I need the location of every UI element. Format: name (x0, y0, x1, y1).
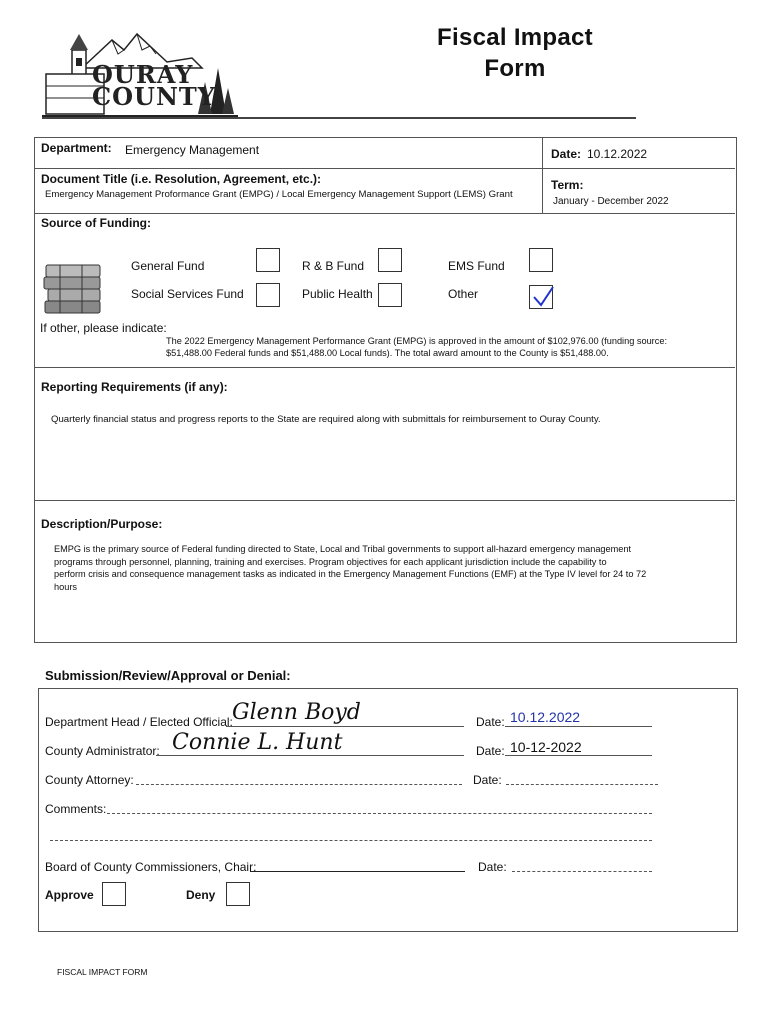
page-title (420, 22, 610, 84)
date-label: Date: (551, 147, 582, 161)
dept-head-date-label: Date: (476, 715, 505, 729)
date-column-divider (542, 137, 543, 214)
row-divider-3 (34, 367, 735, 368)
ouray-county-logo (42, 28, 238, 120)
term-value[interactable]: January - December 2022 (553, 196, 669, 207)
county-attorney-label: County Attorney: (45, 773, 134, 787)
funding-ems-label: EMS Fund (448, 259, 505, 273)
logo-text-county: COUNTY (92, 82, 216, 111)
funding-general-label: General Fund (131, 259, 205, 273)
row-divider-2 (34, 213, 735, 214)
department-label: Department: (41, 141, 112, 155)
money-stack-icon (42, 257, 104, 315)
department-value[interactable]: Emergency Management (125, 143, 260, 157)
description-line-1: EMPG is the primary source of Federal funding directed to State, Local and Tribal governments to support all-hazard emergency management (54, 544, 632, 554)
submission-label: Submission/Review/Approval or Denial: (45, 668, 291, 683)
county-admin-date-label: Date: (476, 744, 505, 758)
title-line-2: Form (484, 55, 546, 82)
county-admin-signature[interactable]: Connie L. Hunt (172, 730, 343, 755)
description-label: Description/Purpose: (41, 517, 163, 531)
other-indicate-text[interactable] (166, 335, 667, 359)
date-value[interactable]: 10.12.2022 (587, 147, 648, 161)
row-divider-1 (34, 168, 735, 169)
funding-public-health-checkbox[interactable] (378, 283, 402, 307)
board-label: Board of County Commissioners, Chair: (45, 860, 257, 874)
document-title-value[interactable]: Emergency Management Proformance Grant (EMPG) / Local Emergency Management Support (LEMS) Grant (45, 189, 513, 200)
dept-head-line (226, 726, 464, 727)
dept-head-signature[interactable]: Glenn Boyd (232, 700, 361, 725)
source-of-funding-label: Source of Funding: (41, 216, 151, 230)
funding-social-checkbox[interactable] (256, 283, 280, 307)
comments-line-1[interactable] (107, 813, 652, 814)
reporting-label: Reporting Requirements (if any): (41, 380, 228, 394)
row-divider-4 (34, 500, 735, 501)
deny-checkbox[interactable] (226, 882, 250, 906)
header-divider (42, 117, 636, 119)
funding-public-health-label: Public Health (302, 287, 373, 301)
other-text-line-2: $51,488.00 Federal funds and $51,488.00 Local funds). The total award amount to the County is $51,488.00. (166, 348, 609, 358)
county-attorney-date-label: Date: (473, 773, 502, 787)
approve-checkbox[interactable] (102, 882, 126, 906)
county-admin-label: County Administrator: (45, 744, 160, 758)
county-attorney-line[interactable] (136, 784, 462, 785)
approve-label: Approve (45, 888, 94, 902)
funding-other-label: Other (448, 287, 479, 301)
county-admin-date-value[interactable]: 10-12-2022 (510, 739, 582, 755)
deny-label: Deny (186, 888, 216, 902)
funding-ems-checkbox[interactable] (529, 248, 553, 272)
description-line-4: hours (54, 581, 77, 592)
funding-rb-label: R & B Fund (302, 259, 365, 273)
funding-other-checkbox[interactable] (529, 285, 553, 309)
footer-text: FISCAL IMPACT FORM (57, 967, 148, 977)
funding-general-checkbox[interactable] (256, 248, 280, 272)
county-admin-line (156, 755, 464, 756)
comments-line-2[interactable] (50, 840, 652, 841)
dept-head-date-line (505, 726, 652, 727)
description-text[interactable] (54, 543, 646, 593)
logo-text-ouray: OURAY (92, 60, 194, 89)
county-admin-date-line (505, 755, 652, 756)
board-date-line[interactable] (512, 871, 652, 872)
description-line-3: perform crisis and consequence management tasks as indicated in the Emergency Management Functions (EMF) at the Type IV level for 24 to 72 (54, 569, 647, 579)
county-attorney-date-line[interactable] (506, 784, 658, 785)
title-line-1: Fiscal Impact (437, 24, 593, 51)
board-line[interactable] (250, 871, 465, 872)
dept-head-label: Department Head / Elected Official: (45, 715, 233, 729)
term-label: Term: (551, 178, 584, 192)
dept-head-date-value[interactable]: 10.12.2022 (510, 709, 581, 725)
other-text-line-1: The 2022 Emergency Management Performance Grant (EMPG) is approved in the amount of $102,976.00 (funding source: (166, 336, 667, 346)
funding-social-label: Social Services Fund (131, 287, 244, 301)
description-line-2: programs through personnel, planning, training and exercises. Program objectives for each applicant jurisdiction include the capability to (54, 556, 607, 567)
funding-rb-checkbox[interactable] (378, 248, 402, 272)
other-indicate-label: If other, please indicate: (40, 321, 167, 335)
reporting-text[interactable]: Quarterly financial status and progress reports to the State are required along with submittals for reimbursement to Ouray County. (51, 414, 601, 425)
document-title-label: Document Title (i.e. Resolution, Agreement, etc.): (41, 172, 322, 186)
checkmark-icon (530, 284, 556, 310)
comments-label: Comments: (45, 802, 107, 816)
board-date-label: Date: (478, 860, 507, 874)
